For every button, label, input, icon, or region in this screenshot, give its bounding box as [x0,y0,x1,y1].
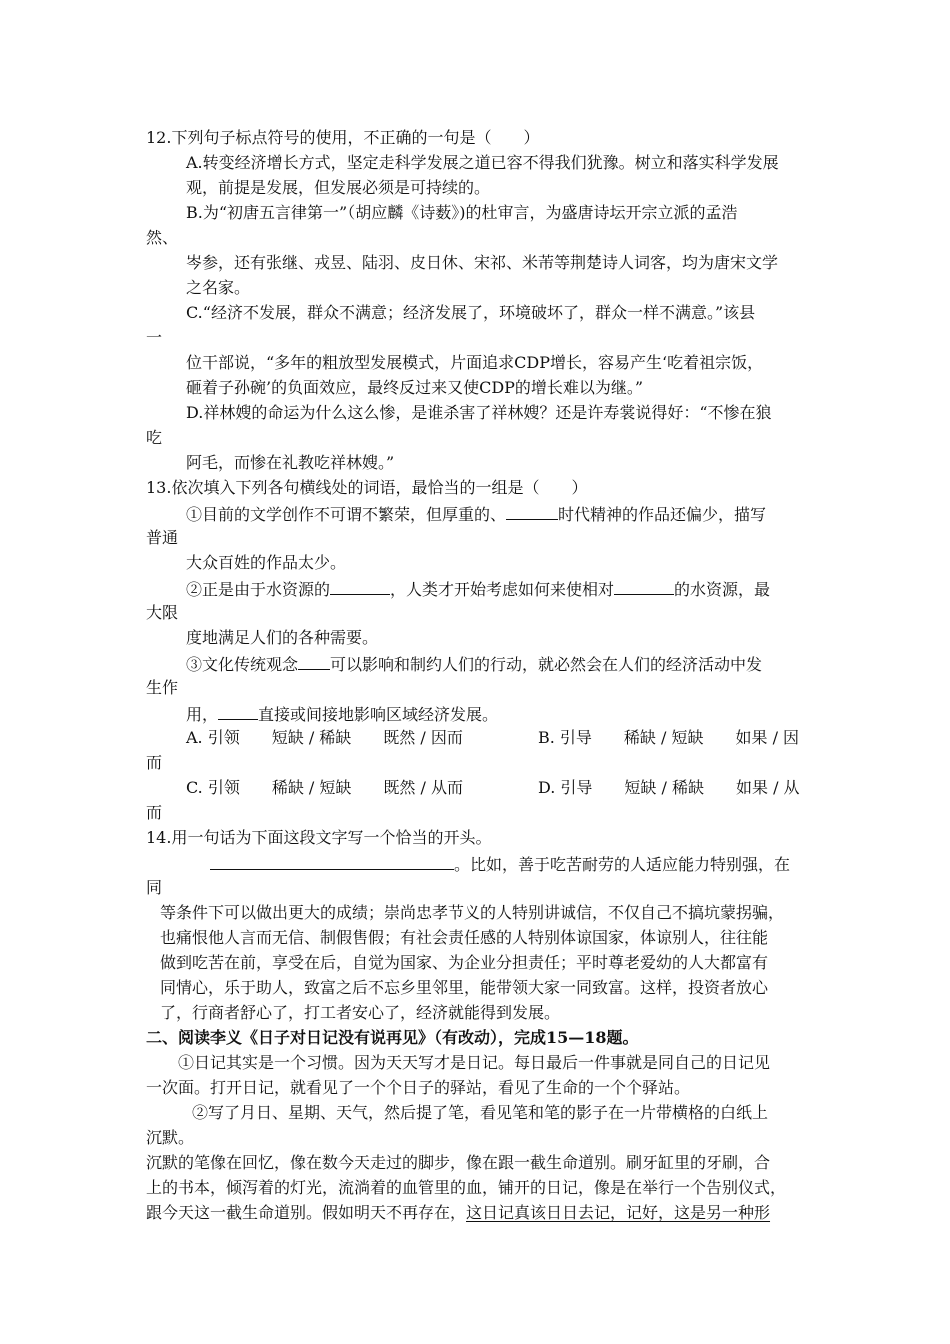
q14-line5: 做到吃苦在前，享受在后，自觉为国家、为企业分担责任；平时尊老爱幼的人大都富有 [160,953,769,972]
q12-option-c-line1: C.“经济不发展，群众不满意；经济发展了，环境破坏了，群众一样不满意。”该县 [186,303,756,322]
q13-sentence3-line3 [186,703,498,725]
sec2-p3-line3 [146,1203,770,1223]
q14-line3: 等条件下可以做出更大的成绩；崇尚忠孝节义的人特别讲诚信，不仅自己不搞坑蒙拐骗， [160,903,785,922]
q13-s3-blank2 [218,703,258,720]
q12-option-b-line1: B.为“初唐五言律第一”（胡应麟《诗薮》)的杜审言，为盛唐诗坛开宗立派的孟浩 [186,203,738,222]
q13-option-b: B. 引导 稀缺 / 短缺 如果 / 因 [538,728,800,747]
q13-option-c: C. 引领 稀缺 / 短缺 既然 / 从而 [186,778,463,797]
q12-option-b-line4: 之名家。 [186,278,251,297]
q14-line2: 同 [146,878,163,897]
q13-s2-text-b: ，人类才开始考虑如何来使相对 [390,580,615,599]
q13-s2-text-a: ②正是由于水资源的 [186,580,331,599]
q12-option-b-line3: 岑参，还有张继、戎昱、陆羽、皮日休、宋祁、米芾等荆楚诗人词客，均为唐宋文学 [186,253,779,272]
sec2-p1-line1: ①日记其实是一个习惯。因为天天写才是日记。每日最后一件事就是同自己的日记见 [178,1053,771,1072]
q14-line1 [210,853,790,875]
q13-sentence1-line3: 大众百姓的作品太少。 [186,553,347,572]
q13-sentence1-line1 [186,503,766,525]
q12-option-b-line2: 然、 [146,228,179,247]
q13-s3-text-b: 可以影响和制约人们的行动，就必然会在人们的经济活动中发 [330,655,763,674]
q13-s3-text-d: 用， [186,705,219,724]
q13-option-b-wrap: 而 [146,753,163,772]
q12-option-d-line1: D.祥林嫂的命运为什么这么惨，是谁杀害了祥林嫂？还是许寿裳说得好：“不惨在狼 [186,403,772,422]
q13-sentence1-line2: 普通 [146,528,179,547]
q12-option-d-line3: 阿毛，而惨在礼教吃祥林嫂。” [186,453,395,472]
q13-s1-text-b: 时代精神的作品还偏少，描写 [558,505,767,524]
q12-option-c-line2: 一 [146,328,163,347]
q13-stem: 13.依次填入下列各句横线处的词语，最恰当的一组是（ ） [146,478,588,497]
sec2-p3-line1: 沉默的笔像在回忆，像在数今天走过的脚步，像在跟一截生命道别。刷牙缸里的牙刷，合 [146,1153,771,1172]
q12-option-a-line2: 观，前提是发展，但发展必须是可持续的。 [186,178,491,197]
q14-line6: 同情心，乐于助人，致富之后不忘乡里邻里，能带领大家一同致富。这样，投资者放心 [160,978,769,997]
q13-s3-text-a: ③文化传统观念 [186,655,299,674]
q14-line7: 了，行商者舒心了，打工者安心了，经济就能得到发展。 [160,1003,561,1022]
q14-answer-blank [210,853,454,870]
q14-line1-text: 。比如，善于吃苦耐劳的人适应能力特别强，在 [454,855,791,874]
sec2-p3-line2: 上的书本，倾泻着的灯光，流淌着的血管里的血，铺开的日记，像是在举行一个告别仪式， [146,1178,787,1197]
q12-stem: 12.下列句子标点符号的使用，不正确的一句是（ ） [146,128,540,147]
q13-sentence3-line1 [186,653,762,675]
q13-sentence2-line3: 度地满足人们的各种需要。 [186,628,379,647]
q13-option-d: D. 引导 短缺 / 稀缺 如果 / 从 [538,778,800,797]
q13-s1-blank [506,503,558,520]
sec2-p2-line2: 沉默。 [146,1128,195,1147]
q14-stem: 14.用一句话为下面这段文字写一个恰当的开头。 [146,828,492,847]
q12-option-c-line4: 砸着子孙碗’的负面效应，最终反过来又使CDP的增长难以为继。” [186,378,644,397]
sec2-p2-line1: ②写了月日、星期、天气，然后提了笔，看见笔和笔的影子在一片带横格的白纸上 [192,1103,769,1122]
q13-option-a: A. 引领 短缺 / 稀缺 既然 / 因而 [186,728,463,747]
q13-s3-blank1 [298,653,330,670]
q12-option-c-line3: 位干部说，“多年的粗放型发展模式，片面追求CDP增长，容易产生‘吃着祖宗饭， [186,353,764,372]
q13-s2-blank2 [614,578,674,595]
q12-option-d-line2: 吃 [146,428,163,447]
q13-sentence2-line2: 大限 [146,603,179,622]
sec2-p3-underlined-sentence: 这日记真该日日去记，记好，这是另一种形 [466,1203,771,1222]
q13-s1-text-a: ①目前的文学创作不可谓不繁荣，但厚重的、 [186,505,507,524]
q13-sentence3-line2: 生作 [146,678,179,697]
section2-heading: 二、阅读李义《日子对日记没有说再见》（有改动），完成15—18题。 [146,1028,639,1047]
q13-s2-text-c: 的水资源，最 [674,580,771,599]
q13-s2-blank1 [330,578,390,595]
sec2-p3-text: 跟今天这一截生命道别。假如明天不再存在， [146,1203,467,1222]
q13-option-d-wrap: 而 [146,803,163,822]
q12-option-a-line1: A.转变经济增长方式，坚定走科学发展之道已容不得我们犹豫。树立和落实科学发展 [186,153,779,172]
q13-sentence2-line1 [186,578,770,600]
q14-line4: 也痛恨他人言而无信、制假售假；有社会责任感的人特别体谅国家，体谅别人，往往能 [160,928,769,947]
q13-s3-text-e: 直接或间接地影响区域经济发展。 [258,705,499,724]
sec2-p1-line2: 一次面。打开日记，就看见了一个个日子的驿站，看见了生命的一个个驿站。 [146,1078,691,1097]
